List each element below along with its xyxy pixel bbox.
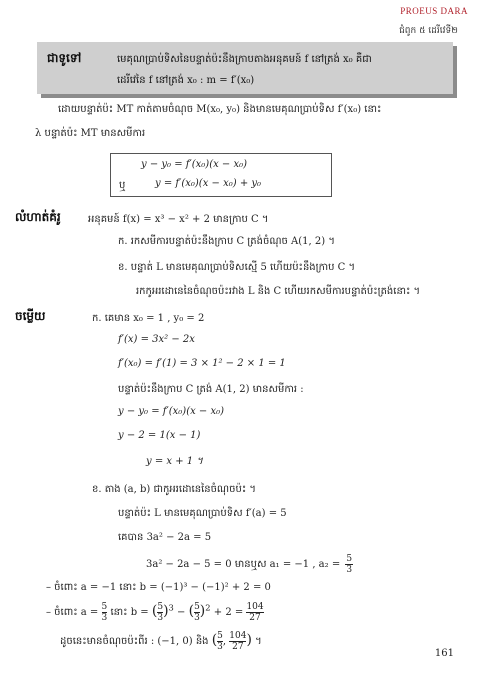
exercise-label: លំហាត់គំរូ <box>15 210 61 224</box>
solution-b-equation: គេបាន 3a² − 2a = 5 <box>118 532 212 543</box>
solution-conclusion: ដូចនេះមានចំណុចប៉ះពីរ : (−1, 0) និង ( $\frac{5}{3}$ , $\frac{104}{27}$ ) ។ <box>60 631 262 652</box>
tangent-equation-2: y = f′(x₀)(x − x₀) + y₀ <box>155 178 262 189</box>
intro-line-2: λ បន្ទាត់ប៉ះ MT មានសមីការ <box>35 128 146 139</box>
case2-expression: + 2 = <box>213 607 244 618</box>
solution-label: ចម្លើយ <box>15 309 46 323</box>
definition-line-2: ដេរីវេនៃ f នៅត្រង់ x₀ : m = f′(x₀) <box>117 75 255 86</box>
exercise-statement: អនុគមន៍ f(x) = x³ − x² + 2 មានក្រាប C ។ <box>88 214 269 225</box>
solution-b-case-1: – ចំពោះ a = −1 នោះ b = (−1)³ − (−1)² + 2 = 0 <box>46 582 271 593</box>
case2-prefix: – ចំពោះ a = <box>46 607 99 618</box>
solution-a-slope: f′(x₀) = f′(1) = 3 × 1² − 2 × 1 = 1 <box>118 358 286 369</box>
definition-line-1: មេគុណប្រាប់ទិសនៃបន្ទាត់ប៉ះនឹងក្រាបតាងអនុគមន៍ f នៅត្រង់ x₀ គឺជា <box>117 54 372 65</box>
solution-a-equation-1: y − y₀ = f′(x₀)(x − x₀) <box>118 406 225 417</box>
root-denominator: 3 <box>346 565 353 575</box>
a-fraction <box>102 602 108 623</box>
chapter-heading: ជំពូក ៥ ដេរីវេទី២ <box>399 26 458 36</box>
brand-name: PROEUS DARA <box>400 6 468 16</box>
exercise-part-b-line-1: ខ. បន្ទាត់ L មានមេគុណប្រាប់ទិសស្មើ 5 ហើយប៉ះនឹងក្រាប C ។ <box>118 262 356 273</box>
solution-a-given: ក. គេមាន x₀ = 1 , y₀ = 2 <box>92 313 205 324</box>
case2-middle: នោះ b = <box>110 607 149 618</box>
b-fraction <box>246 602 263 623</box>
or-word: ឬ <box>119 180 126 191</box>
quadratic-text: 3a² − 2a − 5 = 0 មានឬស a₁ = −1 , a₂ = <box>146 559 341 570</box>
solution-b-quadratic <box>146 554 353 575</box>
exercise-part-a: ក. រកសមីការបន្ទាត់ប៉ះនឹងក្រាប C ត្រង់ចំណុច A(1, 2) ។ <box>118 236 335 247</box>
solution-b-intro: ខ. តាង (a, b) ជាកូអរដោនេនៃចំណុចប៉ះ ។ <box>92 484 256 495</box>
solution-a-derivative: f′(x) = 3x² − 2x <box>118 334 195 345</box>
b-denominator: 27 <box>249 613 261 623</box>
definition-box <box>37 42 453 94</box>
root-numerator: 5 <box>346 554 353 564</box>
page-number: 161 <box>434 648 454 659</box>
root-fraction <box>345 554 353 575</box>
conclusion-text: ដូចនេះមានចំណុចប៉ះពីរ : (−1, 0) និង <box>60 636 209 647</box>
solution-a-equation-2: y − 2 = 1(x − 1) <box>118 430 201 441</box>
tangent-equation-1: y − y₀ = f′(x₀)(x − x₀) <box>141 159 248 170</box>
tangent-equation-box <box>110 153 332 197</box>
solution-b-slope: បន្ទាត់ប៉ះ L មានមេគុណប្រាប់ទិស f′(a) = 5 <box>118 508 287 519</box>
solution-b-case-2: – ចំពោះ a = $\frac{5}{3}$ នោះ b = ( $\frac{5}{3}$ )$^3$ − ( $\frac{5}{3}$ )$^2$ + 2 = $\frac{104}{27}$ <box>46 602 264 623</box>
a-numerator: 5 <box>101 602 108 612</box>
b-numerator: 104 <box>246 602 264 612</box>
conclusion-end: ។ <box>255 636 262 647</box>
a-denominator: 3 <box>101 613 108 623</box>
solution-a-tangent-intro: បន្ទាត់ប៉ះនឹងក្រាប C ត្រង់ A(1, 2) មានសមីការ : <box>118 384 304 395</box>
definition-tag: ជាទូទៅ <box>47 51 82 65</box>
solution-a-equation-3: y = x + 1 ។ <box>146 456 203 467</box>
exercise-part-b-line-2: រកកូអរដោនេនៃចំណុចប៉ះរវាង L និង C ហើយរកសមីការបន្ទាត់ប៉ះត្រង់នោះ ។ <box>136 286 421 297</box>
intro-line-1: ដោយបន្ទាត់ប៉ះ MT កាត់តាមចំណុច M(x₀, y₀) និងមានមេគុណប្រាប់ទិស f′(x₀) នោះ <box>58 104 382 115</box>
